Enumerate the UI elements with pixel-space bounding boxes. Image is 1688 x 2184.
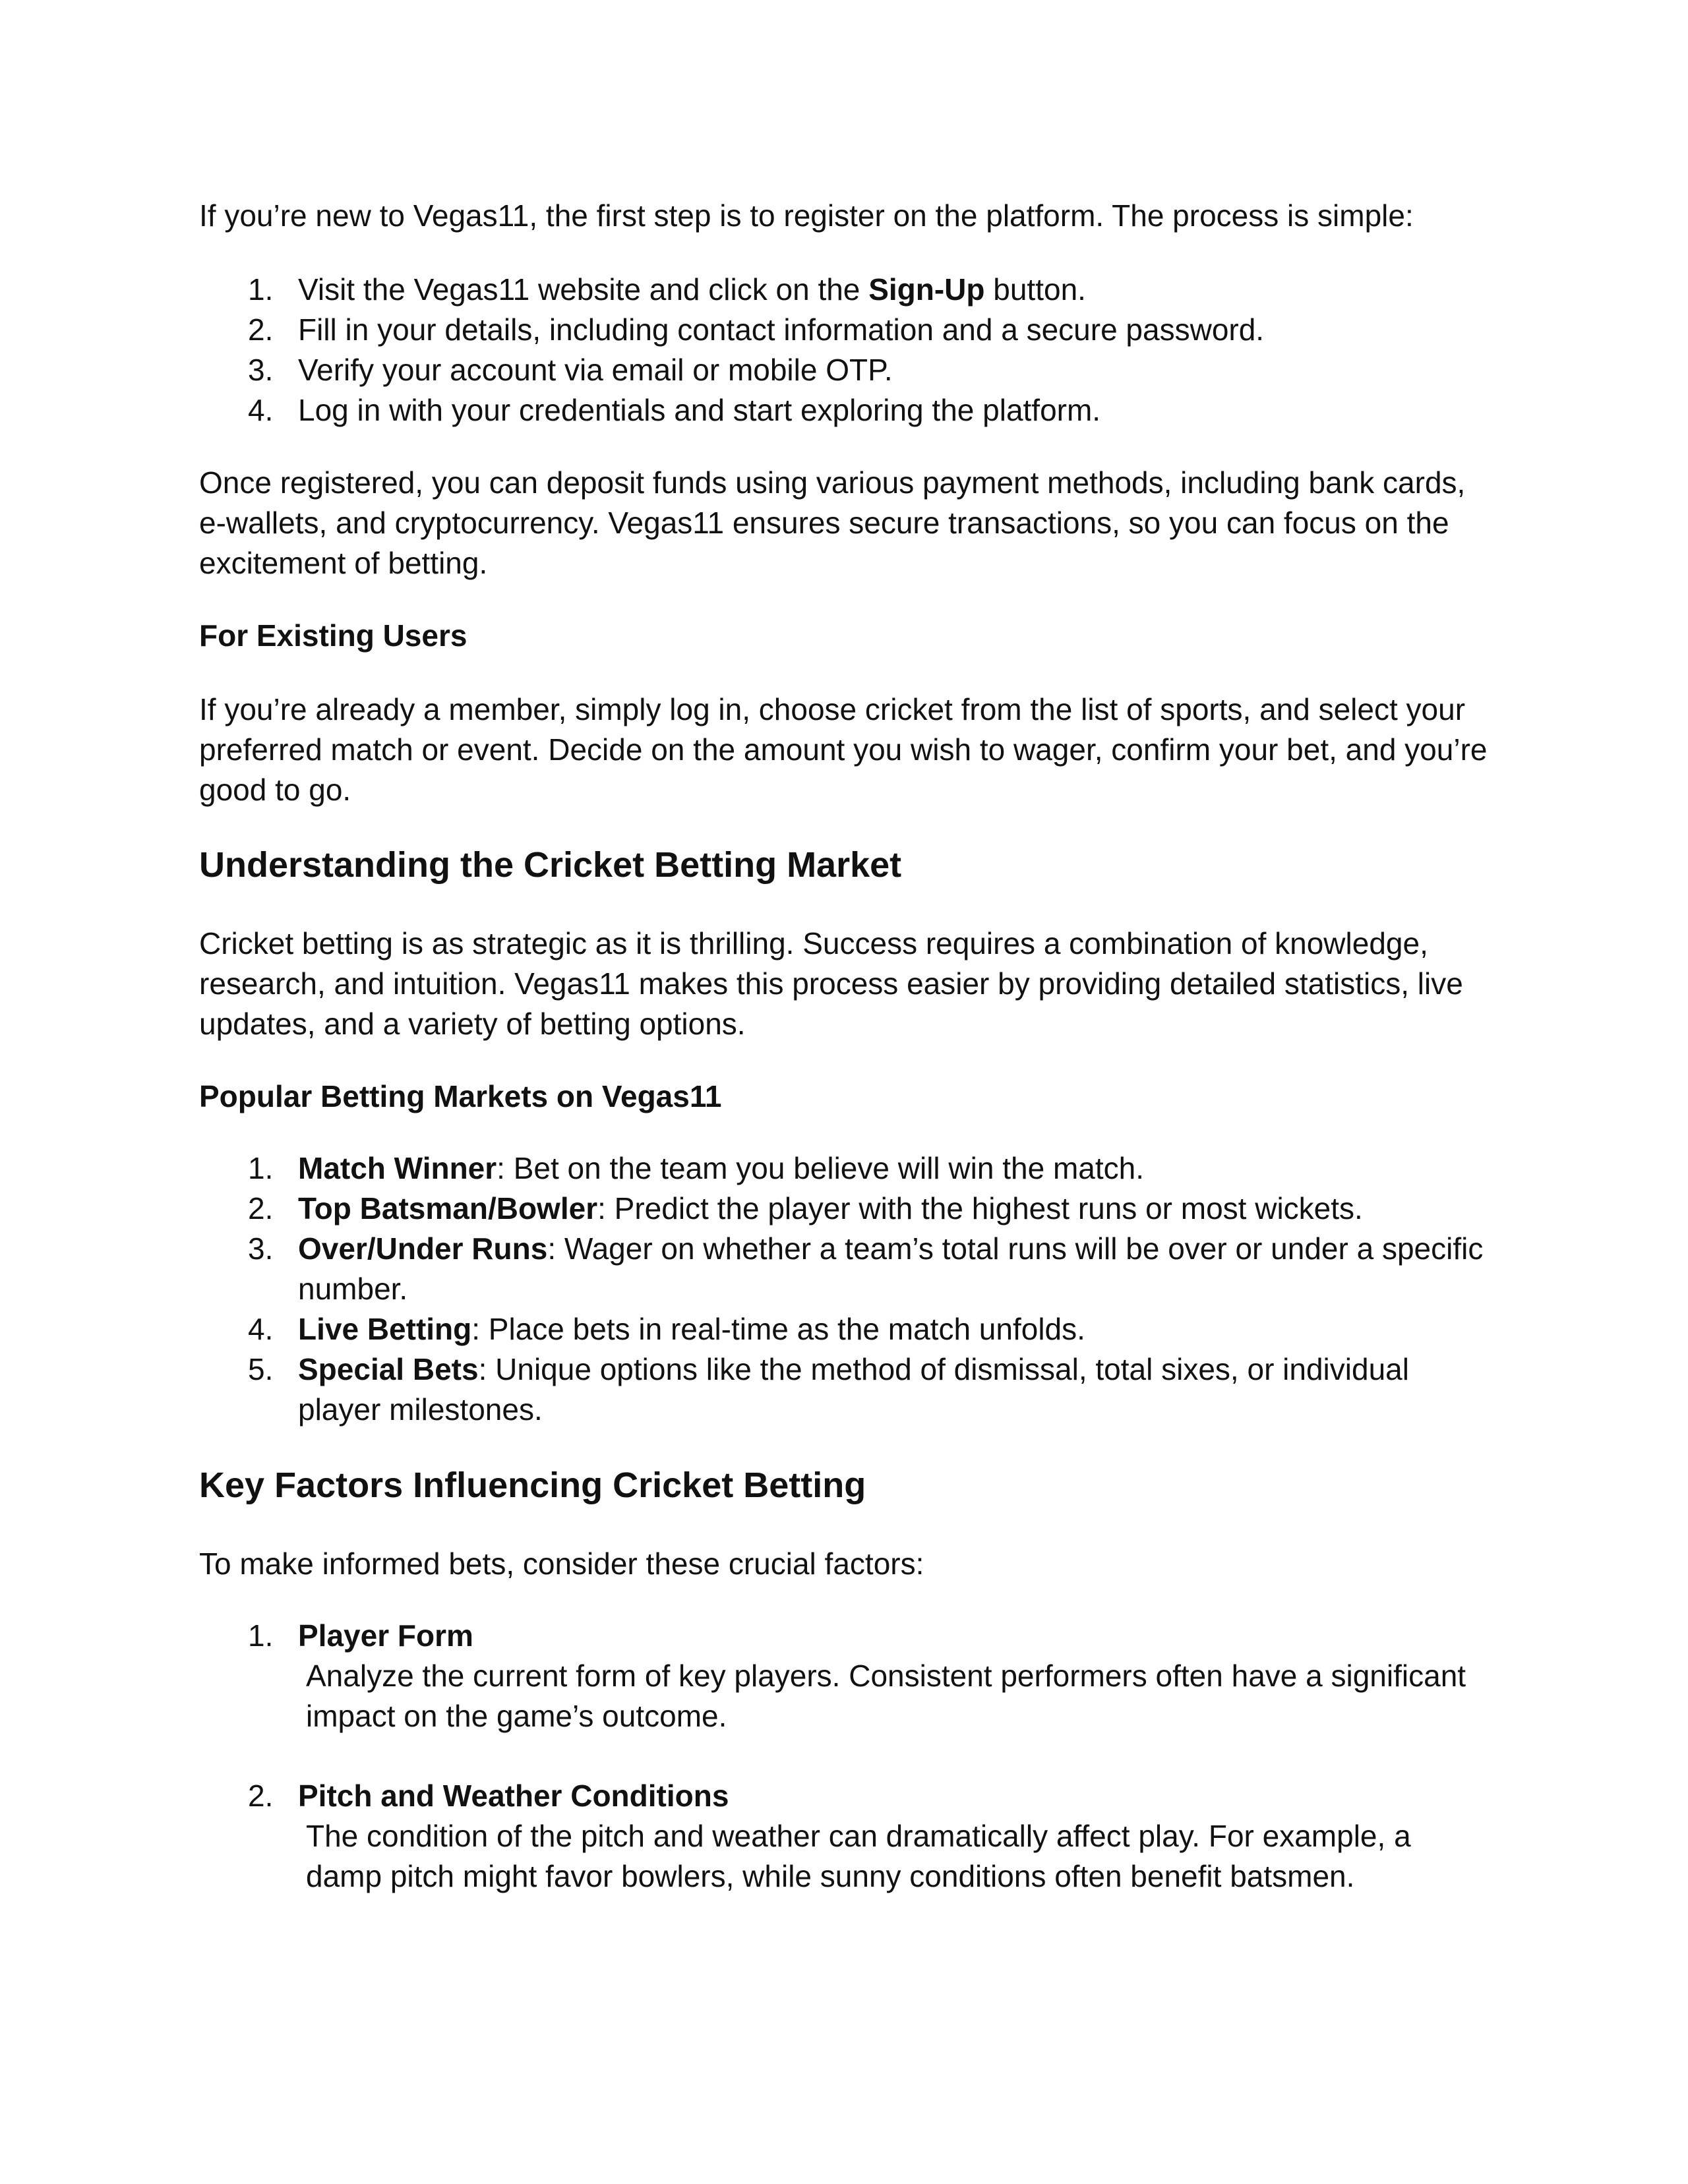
item-text: Log in with your credentials and start exploring the platform. [298, 393, 1101, 427]
list-item [199, 1189, 1492, 1229]
list-item [199, 270, 1492, 310]
list-number: 2. [248, 312, 274, 347]
signup-steps-list [199, 270, 1492, 430]
factors-intro: To make informed bets, consider these crucial factors: [199, 1547, 924, 1581]
item-bold-text: Top Batsman/Bowler [298, 1191, 598, 1225]
list-item [199, 1309, 1492, 1349]
list-item [199, 1229, 1492, 1309]
list-number: 4. [248, 393, 274, 427]
list-number: 2. [248, 1779, 274, 1813]
existing-users-paragraph: If you’re already a member, simply log in, choose cricket from the list of sports, and select your preferred match or event. Decide on the amount you wish to wager, confirm your bet, and you’re good to go. [199, 692, 1488, 807]
item-text: Fill in your details, including contact information and a secure password. [298, 312, 1265, 347]
existing-users-heading: For Existing Users [199, 618, 467, 653]
factors-list [199, 1616, 1492, 1897]
markets-list [199, 1148, 1492, 1430]
factor-description: The condition of the pitch and weather can dramatically affect play. For example, a damp pitch might favor bowlers, while sunny conditions often benefit batsmen. [306, 1819, 1411, 1893]
factors-heading: Key Factors Influencing Cricket Betting [199, 1465, 866, 1505]
item-text: : Wager on whether a team’s total runs will be over or under a specific number. [298, 1231, 1484, 1306]
factor-title: Player Form [298, 1618, 473, 1653]
item-bold-text: Match Winner [298, 1151, 497, 1185]
item-text: : Predict the player with the highest runs or most wickets. [597, 1191, 1363, 1225]
item-bold-text: Special Bets [298, 1352, 479, 1386]
list-number: 1. [248, 1151, 274, 1185]
market-paragraph: Cricket betting is as strategic as it is thrilling. Success requires a combination of knowledge, research, and intuition. Vegas11 makes this process easier by providing detailed statistics, live updates, and a variety of betting options. [199, 926, 1463, 1041]
list-item [199, 1349, 1492, 1430]
list-number: 3. [248, 1231, 274, 1266]
factor-description: Analyze the current form of key players. Consistent performers often have a significant impact on the game’s outcome. [306, 1659, 1466, 1733]
item-text: : Bet on the team you believe will win the match. [497, 1151, 1144, 1185]
list-number: 1. [248, 272, 274, 307]
list-item [199, 350, 1492, 390]
popular-markets-heading: Popular Betting Markets on Vegas11 [199, 1079, 722, 1113]
list-item [199, 1776, 1492, 1897]
intro-paragraph: If you’re new to Vegas11, the first step is to register on the platform. The process is simple: [199, 198, 1414, 233]
list-number: 4. [248, 1312, 274, 1346]
list-number: 5. [248, 1352, 274, 1386]
list-item [199, 1148, 1492, 1189]
item-text: : Place bets in real-time as the match unfolds. [471, 1312, 1085, 1346]
item-bold-text: Live Betting [298, 1312, 472, 1346]
list-item [199, 390, 1492, 430]
list-item [199, 310, 1492, 350]
factor-title: Pitch and Weather Conditions [298, 1779, 729, 1813]
deposit-paragraph: Once registered, you can deposit funds using various payment methods, including bank cards, e-wallets, and cryptocurrency. Vegas11 ensures secure transactions, so you can focus on the excitement of betting. [199, 465, 1466, 580]
list-number: 2. [248, 1191, 274, 1225]
list-number: 3. [248, 353, 274, 387]
item-text: button. [984, 272, 1086, 307]
list-number: 1. [248, 1618, 274, 1653]
market-heading: Understanding the Cricket Betting Market [199, 845, 902, 885]
item-text: Visit the Vegas11 website and click on the [298, 272, 869, 307]
item-bold-text: Sign-Up [868, 272, 985, 307]
item-text: Verify your account via email or mobile OTP. [298, 353, 893, 387]
item-text: : Unique options like the method of dismissal, total sixes, or individual player milestones. [298, 1352, 1409, 1427]
list-item [199, 1616, 1492, 1736]
item-bold-text: Over/Under Runs [298, 1231, 548, 1266]
